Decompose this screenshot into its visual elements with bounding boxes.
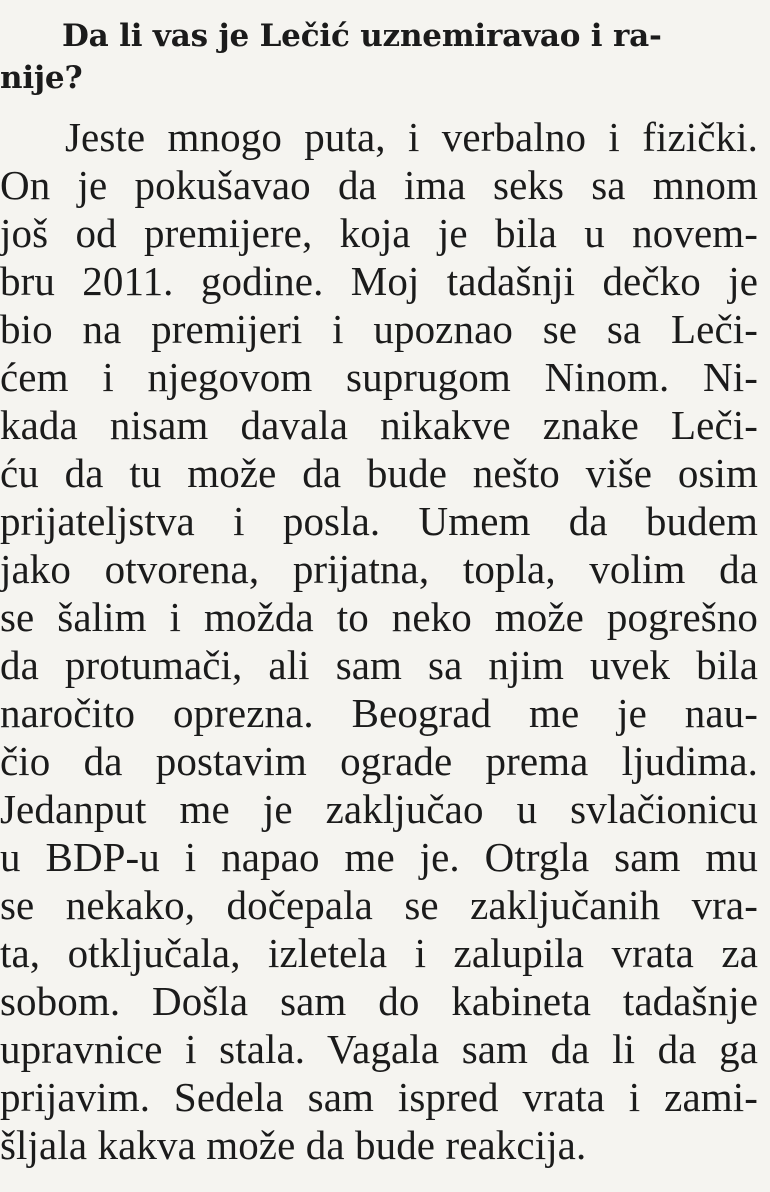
answer-line: još od premijere, koja je bila u novem- bbox=[0, 210, 758, 256]
answer-line: On je pokušavao da ima seks sa mnom bbox=[0, 162, 758, 208]
answer-line: se nekako, dočepala se zaključanih vra- bbox=[0, 882, 758, 928]
answer-line: upravnice i stala. Vagala sam da li da ga bbox=[0, 1026, 758, 1072]
question-line: nije? bbox=[0, 60, 83, 96]
answer-line: se šalim i možda to neko može pogrešno bbox=[0, 594, 758, 640]
answer-line: Jeste mnogo puta, i verbalno i fizički. bbox=[65, 114, 758, 160]
answer-line: da protumači, ali sam sa njim uvek bila bbox=[0, 642, 758, 688]
answer-line: prijavim. Sedela sam ispred vrata i zami- bbox=[0, 1074, 758, 1120]
answer-line: sobom. Došla sam do kabineta tadašnje bbox=[0, 978, 758, 1024]
answer-line: jako otvorena, prijatna, topla, volim da bbox=[0, 546, 758, 592]
answer-line: prijateljstva i posla. Umem da budem bbox=[0, 498, 758, 544]
answer-line: ćem i njegovom suprugom Ninom. Ni- bbox=[0, 354, 758, 400]
answer-line: ta, otključala, izletela i zalupila vrata za bbox=[0, 930, 758, 976]
answer-line: u BDP-u i napao me je. Otrgla sam mu bbox=[0, 834, 758, 880]
answer-line: naročito oprezna. Beograd me je nau- bbox=[0, 690, 758, 736]
answer-line: čio da postavim ograde prema ljudima. bbox=[0, 738, 758, 784]
question-line: Da li vas je Lečić uznemiravao i ra- bbox=[62, 18, 662, 54]
answer-line: ću da tu može da bude nešto više osim bbox=[0, 450, 758, 496]
answer-line: kada nisam davala nikakve znake Leči- bbox=[0, 402, 758, 448]
answer-line: bru 2011. godine. Moj tadašnji dečko je bbox=[0, 258, 758, 304]
answer-line: bio na premijeri i upoznao se sa Leči- bbox=[0, 306, 758, 352]
answer-line: šljala kakva može da bude reakcija. bbox=[0, 1122, 587, 1168]
answer-line: Jedanput me je zaključao u svlačionicu bbox=[0, 786, 758, 832]
